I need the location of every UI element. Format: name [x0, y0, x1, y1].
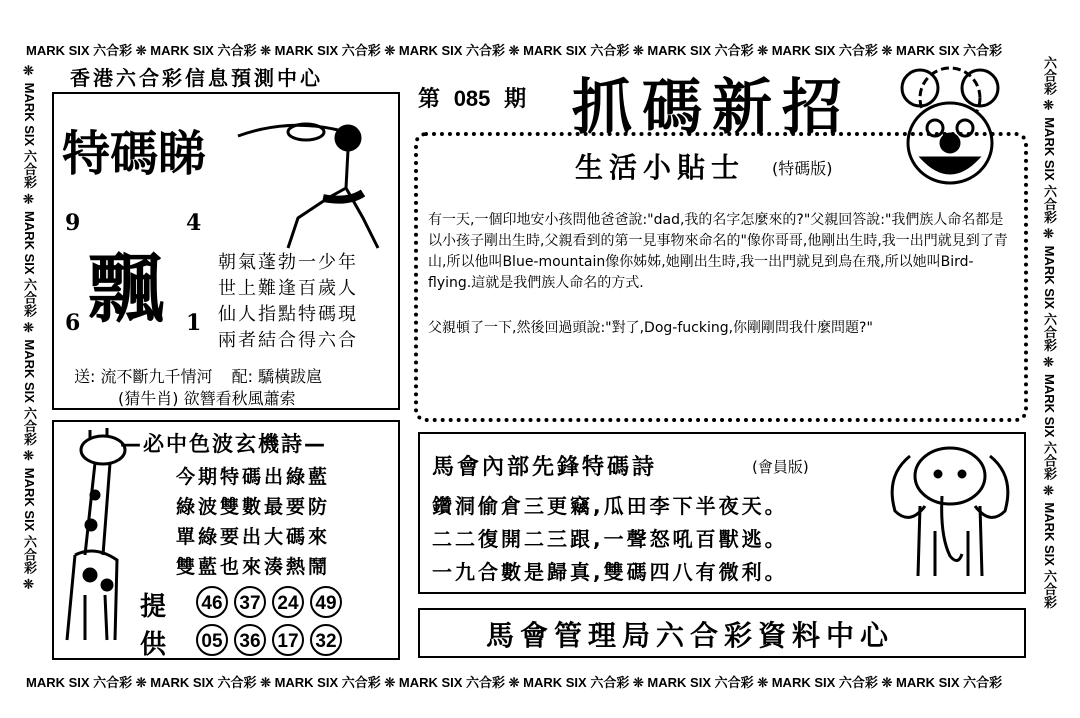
poem-line: 世上難逢百歲人 [218, 278, 358, 299]
jockey-poem-title: 馬會內部先鋒特碼詩 [432, 455, 658, 480]
jockey-poem-lines [432, 490, 788, 589]
bottom-border-text: MARK SIX 六合彩 ❊ MARK SIX 六合彩 ❊ MARK SIX 六合彩 ❊ MARK SIX 六合彩 ❊ MARK SIX 六合彩 ❊ MARK SIX 六合彩 ❊ MARK SIX 六合彩 ❊ MARK SIX 六合彩 [26, 675, 1003, 690]
color-wave-title: —必中色波玄機詩— [120, 432, 327, 456]
send-label: 送: [74, 367, 96, 386]
special-number-poem [218, 250, 358, 354]
number-top-left: 9 [65, 210, 81, 236]
number-ball: 17 [272, 624, 304, 656]
issue-prefix: 第 [418, 87, 441, 112]
poem-line: 一九合數是歸真,雙碼四八有微利。 [432, 560, 788, 584]
match-label: 配: [231, 367, 254, 386]
poem-line: 朝氣蓬勃一少年 [218, 252, 358, 273]
footer-banner-text: 馬會管理局六合彩資料中心 [486, 619, 895, 652]
numbers-row-bottom [196, 624, 348, 656]
number-ball: 36 [234, 624, 266, 656]
poem-line: 雙藍也來湊熱鬧 [176, 556, 331, 578]
main-title: 抓碼新招 [572, 73, 852, 143]
number-bottom-right: 1 [186, 310, 202, 336]
top-border-text: MARK SIX 六合彩 ❊ MARK SIX 六合彩 ❊ MARK SIX 六合彩 ❊ MARK SIX 六合彩 ❊ MARK SIX 六合彩 ❊ MARK SIX 六合彩 ❊ MARK SIX 六合彩 ❊ MARK SIX 六合彩 [26, 43, 1003, 58]
poem-line: 二二復開二三跟,一聲怒吼百獸逃。 [432, 527, 788, 551]
big-character: 飄 [88, 244, 164, 333]
giraffe-illustration-icon [55, 425, 145, 655]
numbers-row-top [196, 586, 348, 618]
number-ball: 46 [196, 586, 228, 618]
center-name: 香港六合彩信息預測中心 [70, 66, 323, 90]
match-value: 驕橫跋扈 [258, 367, 323, 386]
tips-title: 生活小貼士 [575, 151, 746, 184]
number-ball: 49 [310, 586, 342, 618]
poem-line: 兩者結合得六合 [218, 330, 358, 351]
poem-line: 綠波雙數最要防 [176, 496, 331, 518]
story-paragraph: 有一天,一個印地安小孩問他爸爸說:"dad,我的名字怎麼來的?"父親回答說:"我們族人命名都是以小孩子剛出生時,父親看到的第一見事物來命名的"像你哥哥,他剛出生時,我一出門就見到了青山,所以他叫Blue-mountain像你姊姊,她剛出生時,我一出門就見到鳥在飛,所以她叫Bird-flying.這就是我們族人命名的方式. [428, 212, 1008, 291]
dancer-illustration-icon [228, 108, 398, 258]
special-number-title: 特碼睇 [62, 126, 207, 182]
number-top-right: 4 [186, 210, 202, 236]
poem-line: 仙人指點特碼現 [218, 304, 358, 325]
poem-line: 今期特碼出綠藍 [176, 466, 331, 488]
issue-line [418, 82, 526, 113]
number-ball: 32 [310, 624, 342, 656]
number-ball: 24 [272, 586, 304, 618]
number-ball: 05 [196, 624, 228, 656]
number-ball: 37 [234, 586, 266, 618]
provide-label-bottom: 供 [140, 630, 167, 660]
send-value: 流不斷九千情河 [100, 367, 213, 386]
story-paragraph: 父親頓了一下,然後回過頭說:"對了,Dog-fucking,你剛剛問我什麼問題?" [428, 320, 873, 336]
send-line [74, 364, 322, 387]
guess-line: (猜牛肖) 欲簪看秋風蕭索 [118, 389, 296, 408]
number-bottom-left: 6 [65, 310, 81, 336]
issue-number: 085 [453, 86, 491, 111]
provide-label-top: 提 [140, 592, 167, 622]
poem-line: 鑽洞偷倉三更竊,瓜田李下半夜天。 [432, 494, 788, 518]
left-border-text: ❊ MARK SIX 六合彩 ❊ MARK SIX 六合彩 ❊ MARK SIX 六合彩 ❊ MARK SIX 六合彩 ❊ [22, 64, 37, 593]
poem-line: 單綠要出大碼來 [176, 526, 331, 548]
jockey-poem-subtitle: (會員版) [752, 458, 809, 476]
tips-subtitle: (特碼版) [772, 159, 833, 178]
tips-story [428, 210, 1012, 339]
right-border-text: 六合彩 ❊ MARK SIX 六合彩 ❊ MARK SIX 六合彩 ❊ MARK SIX 六合彩 ❊ MARK SIX 六合彩 [1042, 56, 1057, 609]
issue-suffix: 期 [504, 87, 527, 112]
elephant-illustration-icon [880, 436, 1020, 586]
color-wave-poem [176, 462, 330, 582]
